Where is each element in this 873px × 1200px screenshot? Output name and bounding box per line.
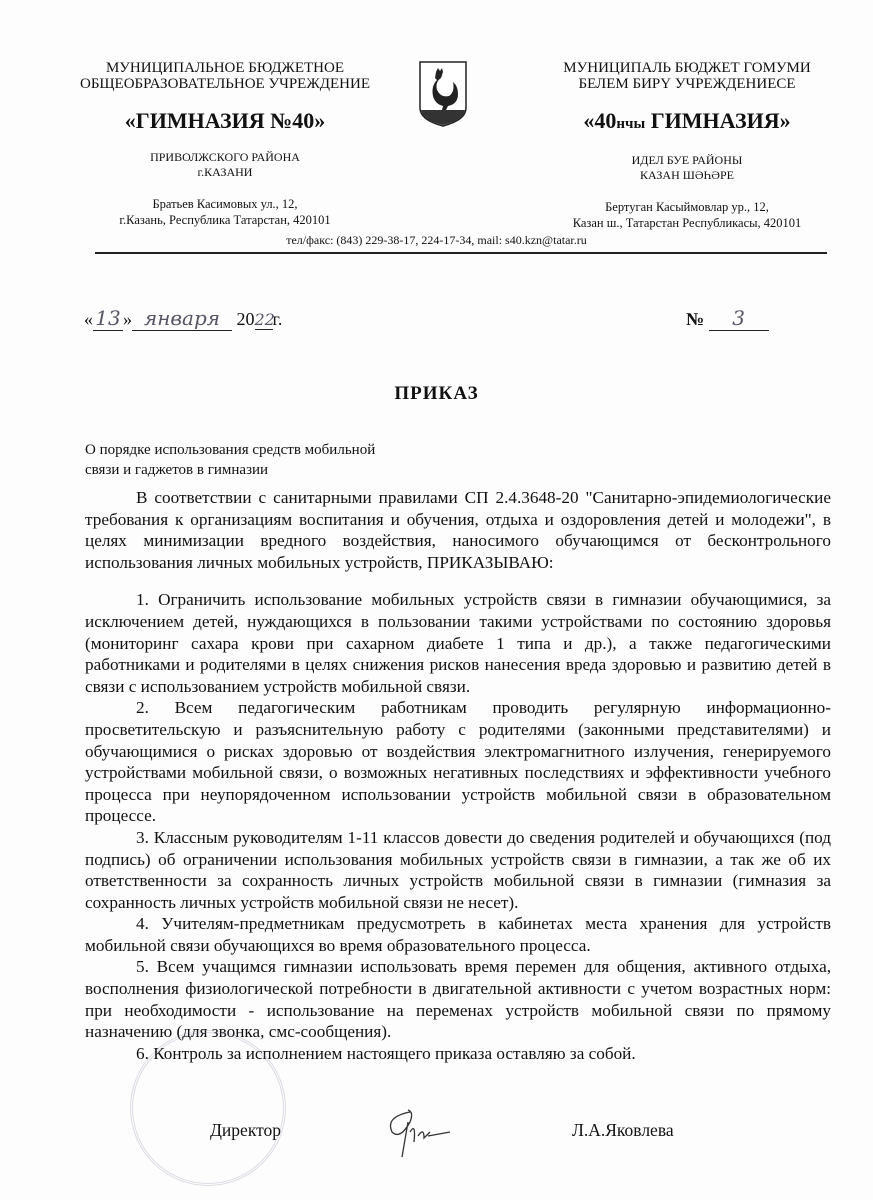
- order-subject: [85, 440, 375, 480]
- org-name-tt-1: МУНИЦИПАЛЬ БЮДЖЕТ ГОМУМИ: [563, 60, 811, 76]
- number-value: 3: [709, 306, 769, 331]
- org-name-ru-2: ОБЩЕОБРАЗОВАТЕЛЬНОЕ УЧРЕЖДЕНИЕ: [79, 76, 371, 92]
- handwritten-signature: [380, 1102, 470, 1162]
- year-suffix: 22: [254, 310, 275, 329]
- date-month: января: [132, 306, 232, 331]
- subject-line: связи и гаджетов в гимназии: [85, 462, 269, 478]
- kazan-coat-of-arms-icon: [418, 60, 468, 128]
- order-item: 1. Ограничить использование мобильных устройств связи в гимназии обучающимися, за исключением детей, нуждающихся в пользовании такими устройствами по состоянию здоровья (мониторинг сахара крови при сахарном диабете 1 типа и др.), а также педагогическими работниками и родителями в целях снижения рисков нанесения вреда здоровью и развитию детей в связи с использованием устройств мобильной связи.: [85, 590, 831, 696]
- number-label: №: [686, 309, 705, 329]
- address-ru-1: Братьев Касимовых ул., 12,: [152, 197, 298, 211]
- document-title: ПРИКАЗ: [394, 383, 479, 404]
- order-item: 5. Всем учащимся гимназии использовать время перемен для общения, активного отдыха, восполнения физиологической потребности в двигательной активности с учетом возрастных норм: при необходимости - использование на переменах устройств мобильной связи по прямому назначению (для звонка, смс-сообщения).: [85, 957, 831, 1042]
- official-stamp: [130, 1030, 286, 1186]
- org-name-tt-2: БЕЛЕМ БИРҮ УЧРЕЖДЕНИЕСЕ: [578, 76, 796, 92]
- district-ru-1: ПРИВОЛЖСКОГО РАЙОНА: [150, 150, 300, 164]
- order-number: [686, 306, 769, 331]
- district-tt-1: ИДЕЛ БУЕ РАЙОНЫ: [631, 153, 743, 167]
- order-item: 2. Всем педагогическим работникам проводить регулярную информационно-просветительскую и разъяснительную работу с родителями (законными представителями) и обучающимися о рисках здоровью от воздействия электромагнитного излучения, генерируемого устройствами мобильной связи, о возможных негативных последствиях и эффективности учебного процесса при неупорядоченном использовании устройств мобильной связи в образовательном процессе.: [85, 698, 831, 826]
- order-item: 6. Контроль за исполнением настоящего приказа оставляю за собой.: [136, 1043, 636, 1063]
- preamble: В соответствии с санитарными правилами СП 2.4.3648-20 "Санитарно-эпидемиологические требования к организациям воспитания и обучения, отдыха и оздоровления детей и молодежи", в целях минимизации вредного воздействия, наносимого обучающимся от бесконтрольного использования личных мобильных устройств, ПРИКАЗЫВАЮ:: [85, 488, 831, 572]
- name-prefix: «40: [583, 108, 617, 133]
- header-right: [522, 60, 852, 231]
- order-item: 4. Учителям-предметникам предусмотреть в кабинетах места хранения для устройств мобильной связи обучающихся во время образовательного процесса.: [85, 914, 831, 955]
- quote-close: »: [123, 309, 132, 329]
- signer-name: Л.А.Яковлева: [572, 1120, 674, 1140]
- order-date: [84, 306, 282, 331]
- address-tt-2: Казан ш., Татарстан Республикасы, 420101: [572, 216, 802, 230]
- header-left: [60, 60, 390, 228]
- contact-line: тел/факс: (843) 229-38-17, 224-17-34, mail: s40.kzn@tatar.ru: [286, 233, 587, 247]
- order-item: 3. Классным руководителям 1-11 классов довести до сведения родителей и обучающихся (под подпись) об ограничении использования мобильных устройств связи в гимназии, а так же об их ответственности за сохранность личных устройств мобильной связи в гимназии (гимназия за сохранность личных устройств мобильной связи не несет).: [85, 827, 831, 912]
- address-tt-1: Бертуган Касыймовлар ур., 12,: [605, 200, 769, 214]
- name-suffix: нчы: [616, 116, 646, 132]
- district-tt-2: КАЗАН ШӘҺӘРЕ: [640, 168, 734, 182]
- quote-open: «: [84, 309, 93, 329]
- address-ru-2: г.Казань, Республика Татарстан, 420101: [119, 213, 331, 227]
- name-main: ГИМНАЗИЯ»: [645, 108, 791, 133]
- order-body: [85, 487, 831, 1064]
- year-prefix: 20: [236, 309, 255, 329]
- district-ru-2: г.КАЗАНИ: [197, 165, 253, 179]
- school-name-tt: [522, 109, 852, 136]
- date-day: 13: [93, 306, 123, 331]
- school-name-ru: «ГИМНАЗИЯ №40»: [124, 108, 326, 133]
- org-name-ru-1: МУНИЦИПАЛЬНОЕ БЮДЖЕТНОЕ: [105, 60, 345, 76]
- year-end: г.: [272, 309, 283, 329]
- signer-role: Директор: [210, 1120, 282, 1140]
- header-divider: [95, 252, 827, 254]
- subject-line: О порядке использования средств мобильной: [85, 442, 376, 458]
